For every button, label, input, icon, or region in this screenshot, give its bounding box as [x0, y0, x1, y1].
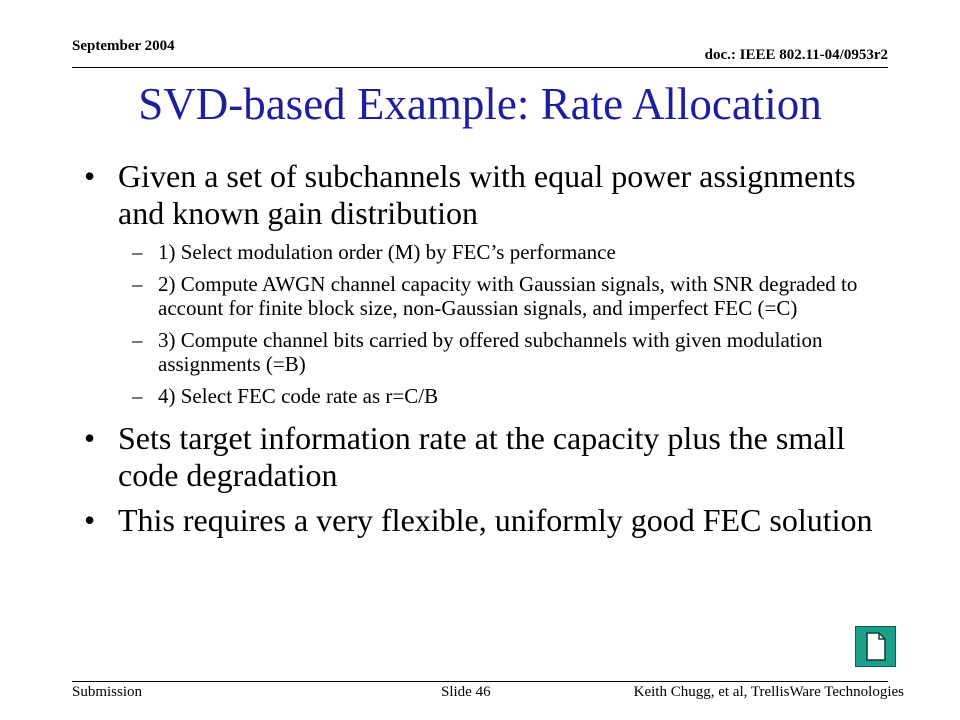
sub-bullet-mark: –: [132, 384, 143, 408]
bullet-mark: •: [84, 420, 96, 456]
footer-submission: Submission: [72, 684, 143, 700]
sub-bullet-text: 1) Select modulation order (M) by FEC’s performance: [158, 240, 616, 264]
sub-bullet-mark: –: [132, 272, 143, 296]
bullet-item: [80, 502, 890, 539]
sub-bullet-text: 4) Select FEC code rate as r=C/B: [158, 384, 439, 408]
header-doc-id: doc.: IEEE 802.11-04/0953r2: [704, 47, 888, 63]
sub-bullet-mark: –: [132, 328, 143, 352]
sub-bullet-mark: –: [132, 240, 143, 264]
sub-bullet-item: [80, 328, 890, 376]
footer-slide-number: Slide 46: [441, 684, 491, 700]
bullet-text: This requires a very flexible, uniformly good FEC solution: [118, 502, 873, 538]
footer-divider: [72, 681, 888, 682]
footer-authors: Keith Chugg, et al, TrellisWare Technologies: [633, 684, 904, 700]
bullet-mark: •: [84, 502, 96, 538]
sub-bullet-list: [80, 240, 890, 408]
document-icon-glyph: [856, 627, 895, 666]
header-date: September 2004: [72, 38, 175, 54]
bullet-mark: •: [84, 158, 96, 194]
sub-bullet-text: 3) Compute channel bits carried by offered subchannels with given modulation assignments (=B): [158, 328, 823, 376]
bullet-text: Sets target information rate at the capacity plus the small code degradation: [118, 420, 846, 493]
sub-bullet-text: 2) Compute AWGN channel capacity with Gaussian signals, with SNR degraded to account for finite block size, non-Gaussian signals, and imperfect FEC (=C): [158, 272, 858, 320]
bullet-text: Given a set of subchannels with equal power assignments and known gain distribution: [118, 158, 856, 231]
header-divider: [72, 67, 888, 68]
slide-title: SVD-based Example: Rate Allocation: [138, 79, 822, 129]
bullet-item: [80, 158, 890, 232]
sub-bullet-item: [80, 384, 890, 408]
bullet-item: [80, 420, 890, 494]
slide-content: [80, 158, 890, 547]
document-icon[interactable]: [855, 626, 896, 667]
sub-bullet-item: [80, 272, 890, 320]
sub-bullet-item: [80, 240, 890, 264]
